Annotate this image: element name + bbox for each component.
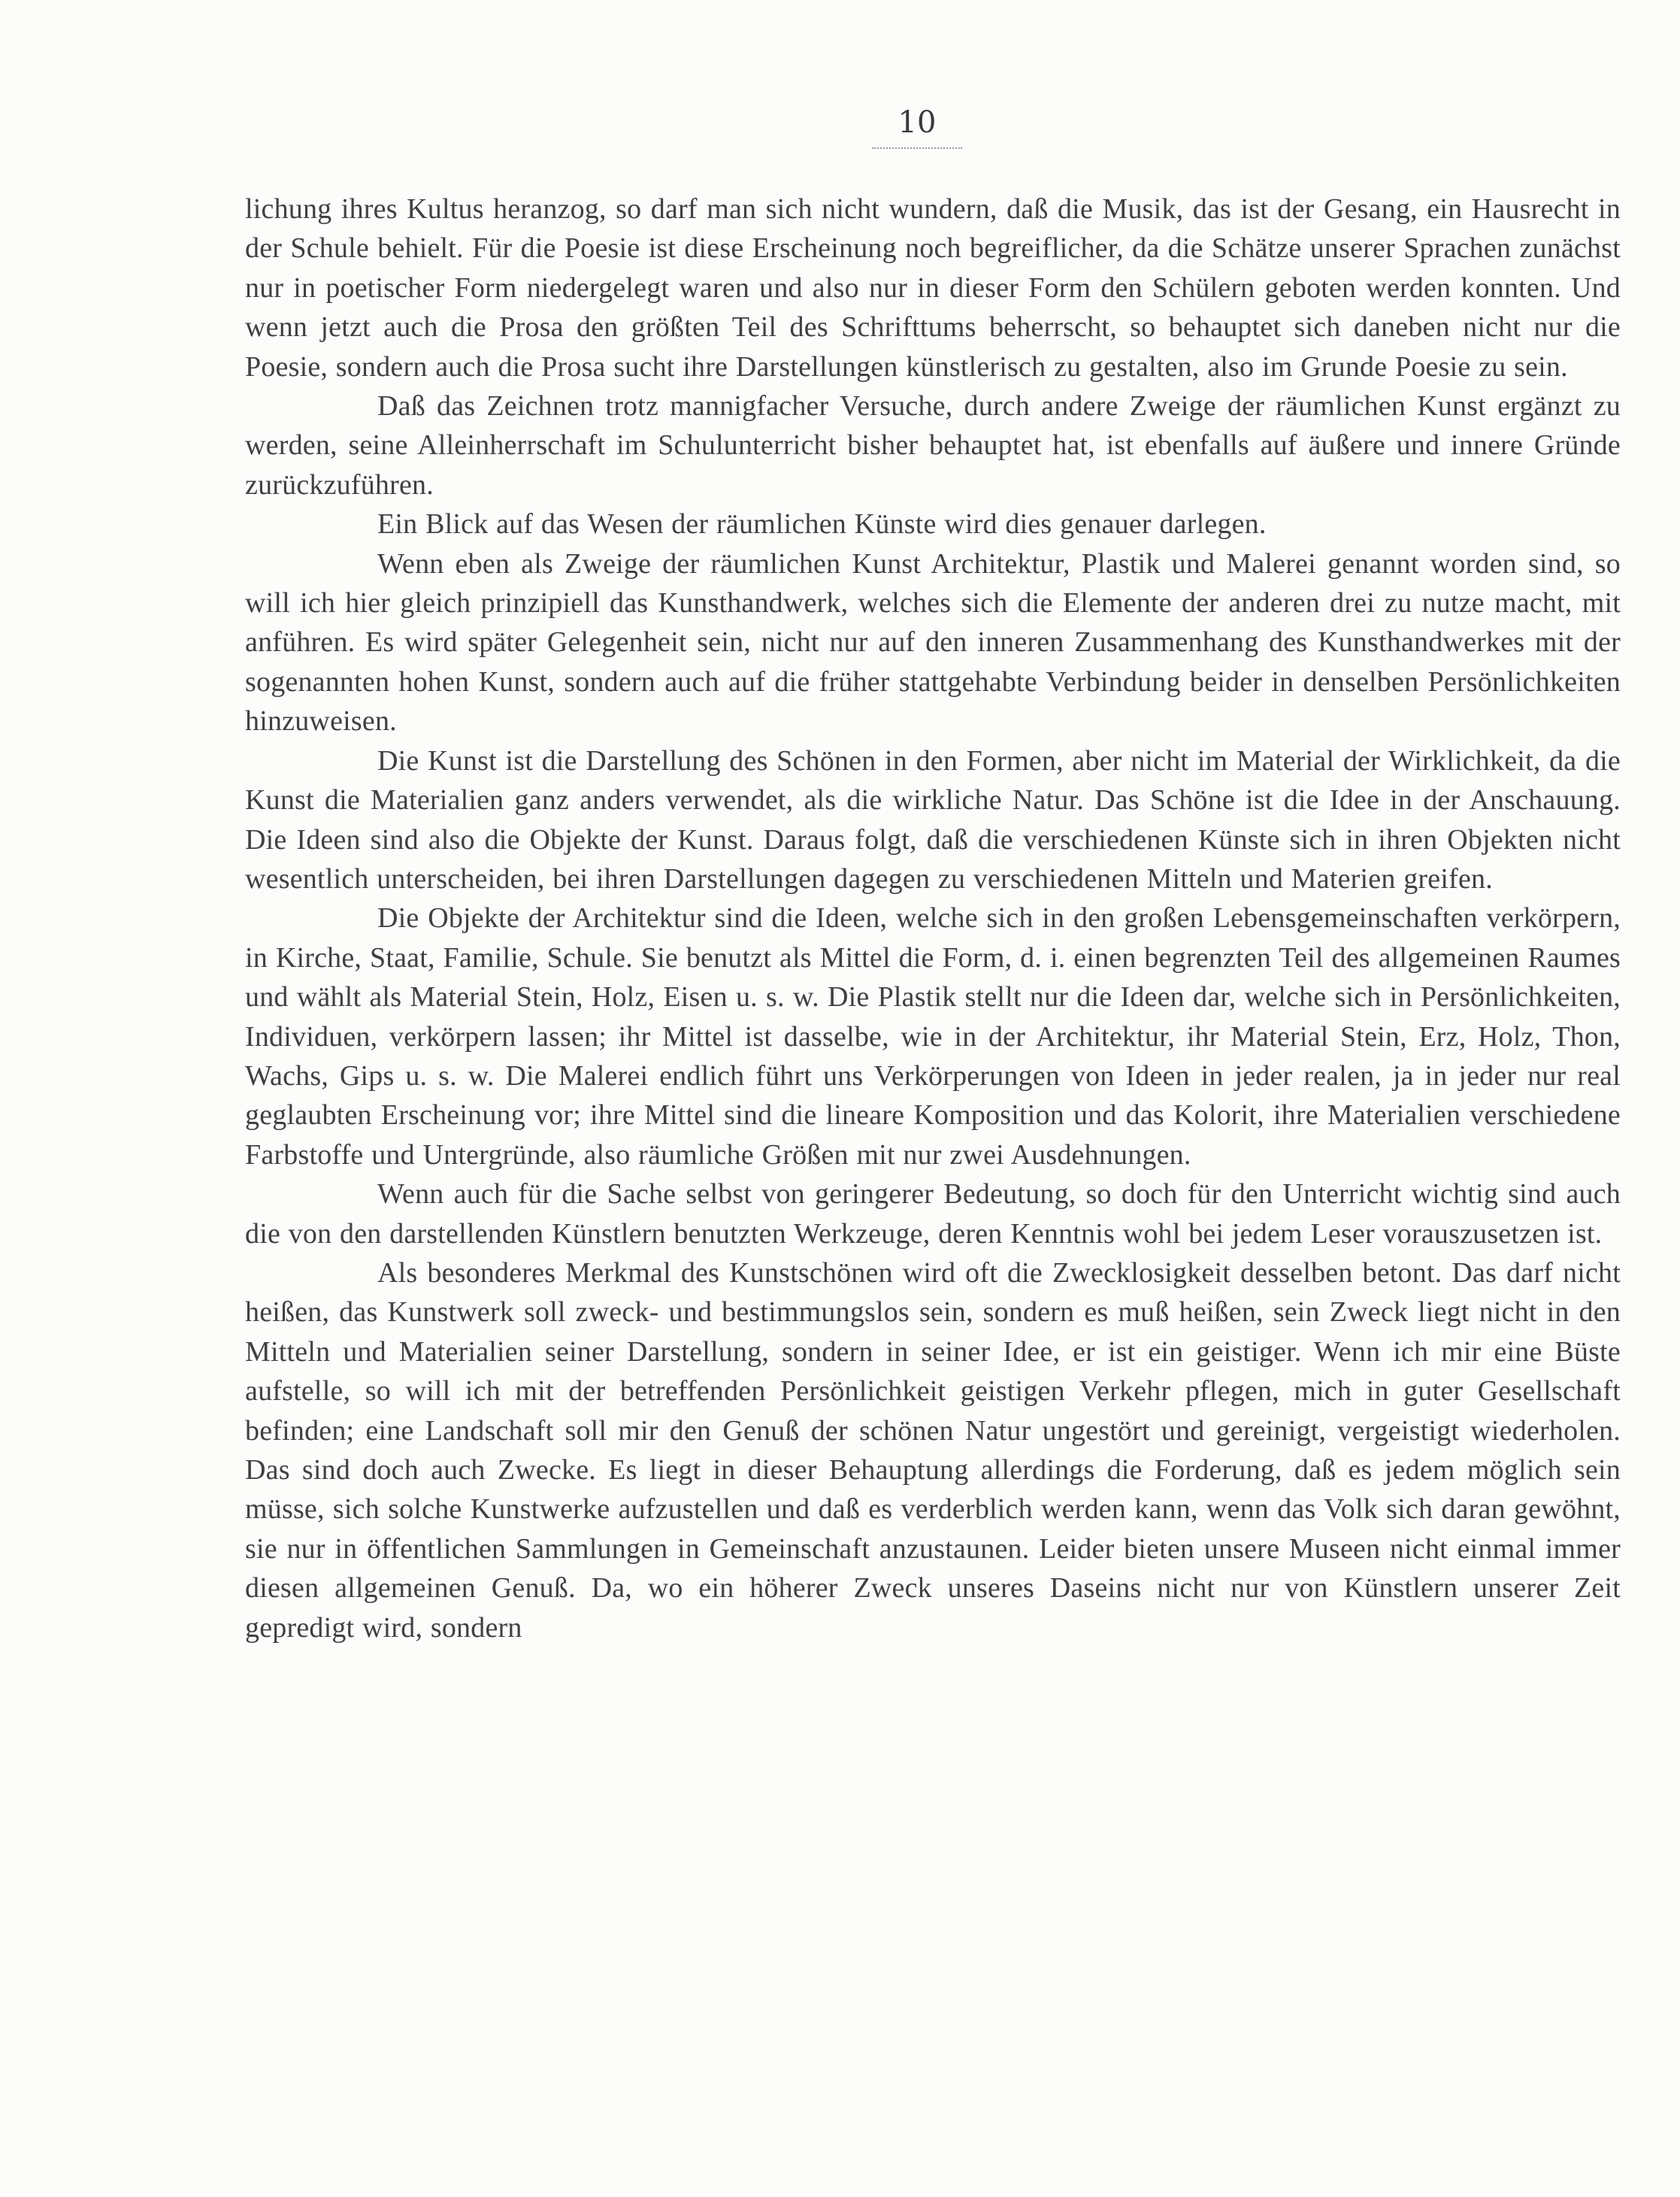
paragraph-2: Daß das Zeichnen trotz mannigfacher Versuche, durch andere Zweige der räumlichen Kunst ergänzt zu werden, seine Alleinherrschaft im Schulunterricht bisher behauptet hat, ist ebenfalls auf äußere und innere Gründe zurückzuführen.	[245, 390, 1621, 501]
paragraph-5: Die Kunst ist die Darstellung des Schönen in den Formen, aber nicht im Material der Wirklichkeit, da die Kunst die Materialien ganz anders verwendet, als die wirkliche Natur. Das Schöne ist die Idee in der Anschauung. Die Ideen sind also die Objekte der Kunst. Daraus folgt, daß die verschiedenen Künste sich in ihren Objekten nicht wesentlich unterscheiden, bei ihren Darstellungen dagegen zu verschiedenen Mitteln und Materien greifen.	[245, 744, 1621, 895]
page-number: 10	[898, 105, 937, 140]
paragraph-8: Als besonderes Merkmal des Kunstschönen wird oft die Zwecklosigkeit desselben betont. Das darf nicht heißen, das Kunstwerk soll zweck- und bestimmungslos sein, sondern es muß heißen, sein Zweck liegt nicht in den Mitteln und Materialien seiner Darstellung, sondern in seiner Idee, er ist ein geistiger. Wenn ich mir eine Büste aufstelle, so will ich mit der betreffenden Persönlichkeit geistigen Verkehr pflegen, mich in guter Gesellschaft befinden; eine Landschaft soll mir den Genuß der schönen Natur ungestört und gereinigt, vergeistigt wiederholen. Das sind doch auch Zwecke. Es liegt in dieser Behauptung allerdings die Forderung, daß es jedem möglich sein müsse, sich solche Kunstwerke aufzustellen und daß es verderblich werden kann, wenn das Volk sich daran gewöhnt, sie nur in öffentlichen Sammlungen in Gemeinschaft anzustaunen. Leider bieten unsere Museen nicht einmal immer diesen allgemeinen Genuß. Da, wo ein höherer Zweck unseres Daseins nicht nur von Künstlern unserer Zeit gepredigt wird, sondern	[245, 1256, 1621, 1644]
paragraph-6: Die Objekte der Architektur sind die Ideen, welche sich in den großen Lebensgemeinschaften verkörpern, in Kirche, Staat, Familie, Schule. Sie benutzt als Mittel die Form, d. i. einen begrenzten Teil des allgemeinen Raumes und wählt als Material Stein, Holz, Eisen u. s. w. Die Plastik stellt nur die Ideen dar, welche sich in Persönlichkeiten, Individuen, verkörpern lassen; ihr Mittel ist dasselbe, wie in der Architektur, ihr Material Stein, Erz, Holz, Thon, Wachs, Gips u. s. w. Die Malerei endlich führt uns Verkörperungen von Ideen in jeder realen, ja in jeder nur real geglaubten Erscheinung vor; ihre Mittel sind die lineare Komposition und das Kolorit, ihre Materialien verschiedene Farbstoffe und Untergründe, also räumliche Größen mit nur zwei Ausdehnungen.	[245, 902, 1621, 1171]
paragraph-4: Wenn eben als Zweige der räumlichen Kunst Architektur, Plastik und Malerei genannt worden sind, so will ich hier gleich prinzipiell das Kunsthandwerk, welches sich die Elemente der anderen drei zu nutze macht, mit anführen. Es wird später Gelegenheit sein, nicht nur auf den inneren Zusammenhang des Kunsthandwerkes mit der sogenannten hohen Kunst, sondern auch auf die früher stattgehabte Verbindung beider in denselben Persönlichkeiten hinzuweisen.	[245, 547, 1621, 738]
text-body	[245, 189, 1621, 1647]
paragraph-3: Ein Blick auf das Wesen der räumlichen Künste wird dies genauer darlegen.	[377, 508, 1267, 541]
page-number-ornament	[872, 147, 962, 149]
paragraph-1: lichung ihres Kultus heranzog, so darf man sich nicht wundern, daß die Musik, das ist der Gesang, ein Hausrecht in der Schule behielt. Für die Poesie ist diese Erscheinung noch begreiflicher, da die Schätze unserer Sprachen zunächst nur in poetischer Form niedergelegt waren und also nur in dieser Form den Schülern geboten werden konnten. Und wenn jetzt auch die Prosa den größten Teil des Schrifttums beherrscht, so behauptet sich daneben nicht nur die Poesie, sondern auch die Prosa sucht ihre Darstellungen künstlerisch zu gestalten, also im Grunde Poesie zu sein.	[245, 193, 1621, 383]
paragraph-7: Wenn auch für die Sache selbst von geringerer Bedeutung, so doch für den Unterricht wichtig sind auch die von den darstellenden Künstlern benutzten Werkzeuge, deren Kenntnis wohl bei jedem Leser vorauszusetzen ist.	[245, 1178, 1621, 1250]
